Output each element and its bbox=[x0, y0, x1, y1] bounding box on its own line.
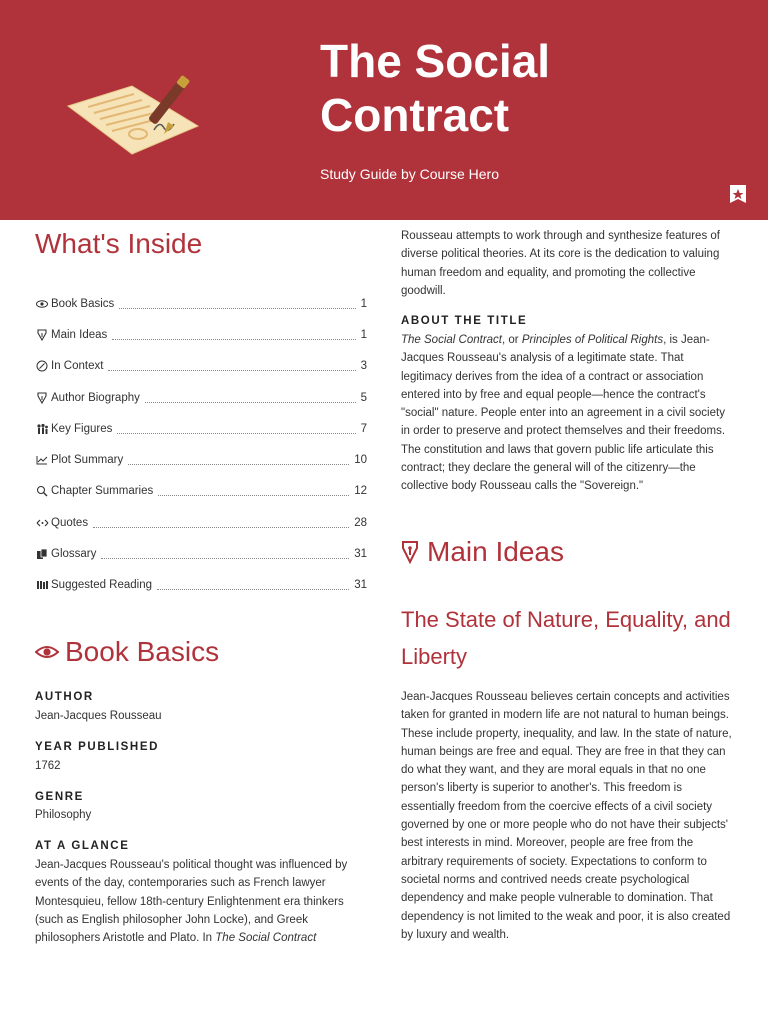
toc-item-key-figures[interactable]: Key Figures 7 bbox=[35, 418, 367, 440]
toc-item-quotes[interactable]: Quotes 28 bbox=[35, 512, 367, 534]
magnifier-icon bbox=[35, 485, 49, 497]
pen-nib-icon bbox=[35, 329, 49, 341]
eye-icon bbox=[35, 644, 59, 660]
main-ideas-body: Jean-Jacques Rousseau believes certain concepts and activities taken for granted in modern life are not natural to human beings. These include property, inequality, and law. In the state of nature, human beings are free and equal. They are free in that they can do what they want, and they are moral equals in that no one person's liberty is superior to another's. This freedom is essentially freedom from the coercive effects of a civil society governed by one or more people who do not have their subjects' best interests in mind. Moreover, people are free from the arbitrary requirements of society. Expectations to conform to societal norms and contrived needs create psychological dependency and make people vulnerable to domination. That dependency is not limited to the weak and poor, it is also created by luxury and wealth. bbox=[401, 691, 732, 941]
document-with-pen-icon bbox=[60, 64, 220, 164]
eye-icon bbox=[35, 300, 49, 308]
header-banner bbox=[0, 0, 768, 220]
genre-label: GENRE bbox=[35, 791, 84, 803]
author-value: Jean-Jacques Rousseau bbox=[35, 710, 162, 722]
course-hero-logo-icon bbox=[727, 183, 749, 205]
intro-paragraph: Rousseau attempts to work through and synthesize features of diverse political theories. At its core is the dedication to valuing human freedom and equality, and promoting the collective goodwill. bbox=[401, 230, 720, 297]
toc-item-author-biography[interactable]: Author Biography 5 bbox=[35, 387, 367, 409]
year-value: 1762 bbox=[35, 760, 61, 772]
pen-nib-icon bbox=[35, 392, 49, 404]
people-icon bbox=[35, 423, 49, 435]
toc-heading: What's Inside bbox=[35, 228, 203, 259]
quote-icon bbox=[35, 519, 49, 527]
toc-item-glossary[interactable]: Glossary 31 bbox=[35, 543, 367, 565]
book-basics-heading: Book Basics bbox=[65, 636, 220, 667]
toc-item-suggested-reading[interactable]: Suggested Reading 31 bbox=[35, 574, 367, 596]
page-subtitle: Study Guide by Course Hero bbox=[320, 166, 499, 182]
toc-item-chapter-summaries[interactable]: Chapter Summaries 12 bbox=[35, 480, 367, 502]
genre-value: Philosophy bbox=[35, 809, 92, 821]
author-label: AUTHOR bbox=[35, 691, 94, 703]
section-subheading: The State of Nature, Equality, and Liberty bbox=[401, 607, 731, 669]
toc-item-in-context[interactable]: In Context 3 bbox=[35, 355, 367, 377]
toc-item-book-basics[interactable]: Book Basics 1 bbox=[35, 293, 367, 315]
toc-item-plot-summary[interactable]: Plot Summary 10 bbox=[35, 449, 367, 471]
main-ideas-heading: Main Ideas bbox=[427, 536, 564, 567]
page-title: The Social Contract bbox=[320, 35, 551, 141]
glance-label: AT A GLANCE bbox=[35, 840, 130, 852]
bookshelf-icon bbox=[35, 580, 49, 590]
book-basics-heading-row bbox=[35, 636, 219, 668]
about-title-label: ABOUT THE TITLE bbox=[401, 315, 528, 327]
chart-icon bbox=[35, 455, 49, 465]
toc-item-main-ideas[interactable]: Main Ideas 1 bbox=[35, 324, 367, 346]
compass-icon bbox=[35, 360, 49, 372]
glance-text: Jean-Jacques Rousseau's political thought was influenced by events of the day, contemporaries such as French lawyer Montesquieu, fellow 18th-century Enlightenment era thinkers (such as English philosopher John Locke), and Greek philosophers Aristotle and Plato. In The Social Contract bbox=[35, 859, 348, 945]
year-label: YEAR PUBLISHED bbox=[35, 741, 159, 753]
main-ideas-heading-row bbox=[401, 536, 564, 568]
pen-nib-icon bbox=[401, 540, 419, 564]
about-title-text: The Social Contract, or Principles of Political Rights, is Jean-Jacques Rousseau's analysis of a legitimate state. That legitimacy derives from the idea of a contract or association entered into by free and equal people—hence the contract's "social" nature. People enter into an agreement in a civil society in order to preserve and protect themselves and their freedoms. The constitution and laws that govern public life articulate this contract; they declare the general will of the citizenry—the collective body Rousseau calls the "Sovereign." bbox=[401, 334, 726, 493]
book-icon bbox=[35, 548, 49, 560]
